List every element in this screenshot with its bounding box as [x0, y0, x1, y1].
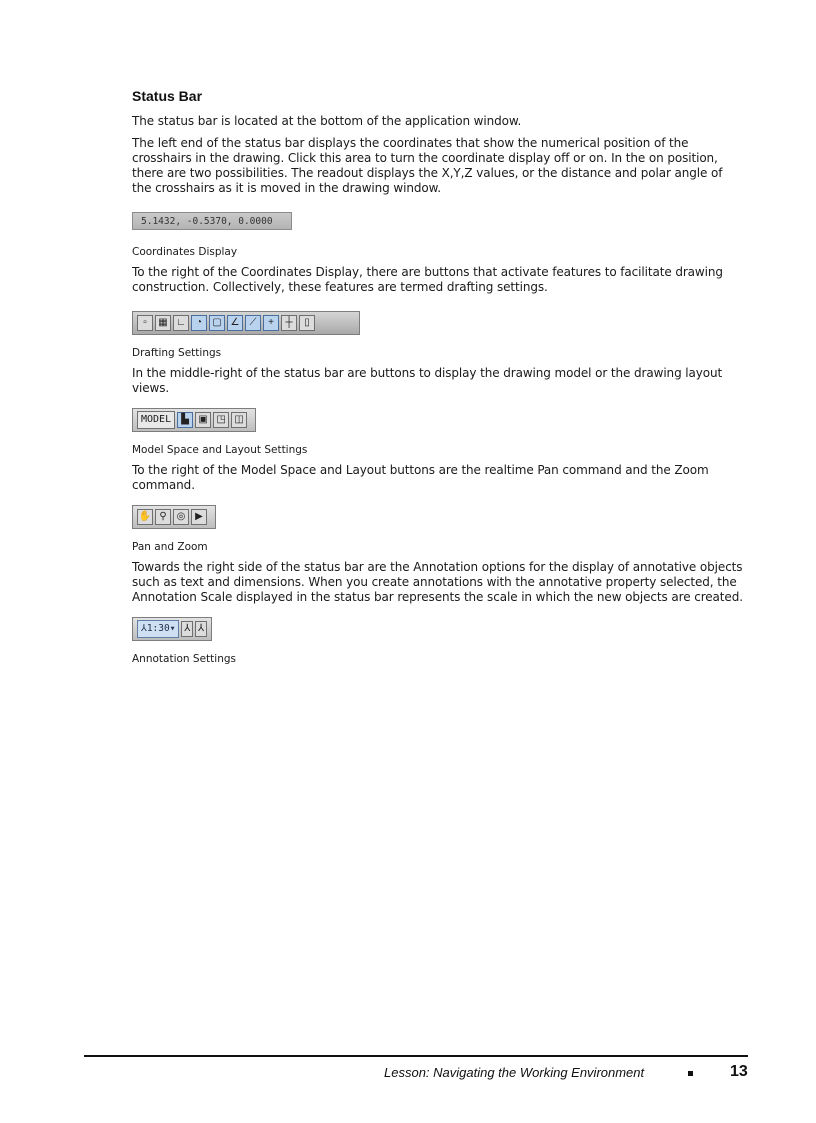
model-paragraph: In the middle-right of the status bar are buttons to display the drawing model or the drawing layout views. [132, 366, 723, 395]
drafting-settings-bar [132, 311, 360, 335]
coordinates-readout: 5.1432, -0.5370, 0.0000 [132, 212, 292, 230]
coordinates-figure [132, 212, 744, 230]
model-layout-bar [132, 408, 256, 432]
snap-mode-icon[interactable]: ▫ [137, 315, 153, 331]
pan-hand-icon[interactable]: ✋ [137, 509, 153, 525]
page-number: 13 [730, 1063, 748, 1080]
annotation-scale-dropdown[interactable] [137, 620, 179, 638]
quick-view-drawings-icon[interactable]: ◫ [231, 412, 247, 428]
annotation-paragraph: Towards the right side of the status bar are the Annotation options for the display of annotative objects such as text and dimensions. When you create annotations with the annotative property selected, the Annotation Scale displayed in the status bar represents the scale in which the new objects are created. [132, 560, 743, 604]
panzoom-caption: Pan and Zoom [132, 541, 208, 553]
polar-tracking-icon[interactable]: ◔ [191, 315, 207, 331]
drafting-figure [132, 311, 744, 335]
drafting-paragraph: To the right of the Coordinates Display, there are buttons that activate features to facilitate drawing construction. Collectively, these features are termed drafting settings. [132, 265, 723, 294]
model-caption: Model Space and Layout Settings [132, 444, 308, 456]
annotation-figure [132, 617, 744, 641]
auto-scale-icon[interactable]: ⅄ [195, 621, 207, 637]
model-figure [132, 408, 744, 432]
zoom-icon[interactable]: ⚲ [155, 509, 171, 525]
annotation-visibility-icon[interactable]: ⅄ [181, 621, 193, 637]
annotation-scale-value: 1:30 [146, 623, 170, 634]
show-motion-icon[interactable]: ▶ [191, 509, 207, 525]
section-title: Status Bar [132, 88, 203, 104]
panzoom-figure [132, 505, 744, 529]
layout-icon[interactable]: ▣ [195, 412, 211, 428]
lineweight-icon[interactable]: ┼ [281, 315, 297, 331]
chevron-down-icon: ▾ [169, 623, 176, 634]
quick-properties-icon[interactable]: ▯ [299, 315, 315, 331]
object-snap-tracking-icon[interactable]: ∠ [227, 315, 243, 331]
steering-wheel-icon[interactable]: ◎ [173, 509, 189, 525]
model-button[interactable]: MODEL [137, 411, 175, 429]
quick-view-layouts-icon[interactable]: ◳ [213, 412, 229, 428]
coordinates-caption: Coordinates Display [132, 246, 238, 258]
drafting-caption: Drafting Settings [132, 347, 222, 359]
page-content [132, 88, 744, 672]
panzoom-paragraph: To the right of the Model Space and Layout buttons are the realtime Pan command and the Zoom command. [132, 463, 709, 492]
footer-lesson-title: Lesson: Navigating the Working Environment [384, 1065, 645, 1080]
annotation-caption: Annotation Settings [132, 653, 236, 665]
model-space-icon[interactable]: ▙ [177, 412, 193, 428]
object-snap-icon[interactable]: ▢ [209, 315, 225, 331]
annotation-scale-icon: ⅄ [141, 623, 147, 634]
footer-bullet [688, 1071, 693, 1076]
annotation-bar [132, 617, 212, 641]
dynamic-input-icon[interactable]: + [263, 315, 279, 331]
dynamic-ucs-icon[interactable]: ⟋ [245, 315, 261, 331]
ortho-mode-icon[interactable]: ∟ [173, 315, 189, 331]
grid-display-icon[interactable]: ▦ [155, 315, 171, 331]
footer-divider [84, 1055, 748, 1057]
coordinates-paragraph: The left end of the status bar displays the coordinates that show the numerical position of the crosshairs in the drawing. Click this area to turn the coordinate display off or on. In the on position, there are two possibilities. The readout displays the X,Y,Z values, or the distance and polar angle of the crosshairs as it is moved in the drawing window. [132, 136, 723, 195]
pan-zoom-bar [132, 505, 216, 529]
intro-paragraph: The status bar is located at the bottom of the application window. [132, 114, 522, 128]
